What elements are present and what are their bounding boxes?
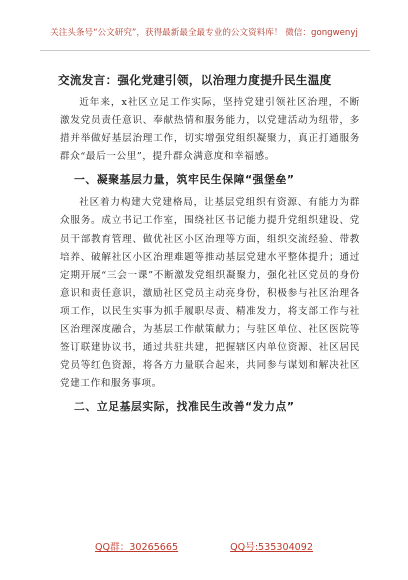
intro-paragraph: 近年来，x社区立足工作实际，坚持党建引领社区治理，不断激发党员责任意识、奉献热情和服务能力，以党建活动为纽带，多措并举做好基层治理工作，切实增强党组织凝聚力，真正打通服务群众“最后一公里”，提升群众满意度和幸福感。 bbox=[60, 97, 360, 163]
footer-qq-number[interactable]: QQ号:535304092 bbox=[230, 542, 313, 553]
document-body bbox=[60, 94, 360, 421]
header-notice: 关注头条号“公文研究”，获得最新最全最专业的公文资料库！ 微信：gongwenyj bbox=[50, 28, 358, 38]
section-1-paragraph: 社区着力构建大党建格局，让基层党组织有资源、有能力为群众服务。成立书记工作室，围绕社区书记能力提升党组织建设、党员干部教育管理、做优社区小区治理等方面，组织交流经验、带教培养、破解社区小区治理难题等推动基层党建水平整体提升；通过定期开展“三会一课”不断激发党组织凝聚力，强化社区党员的身份意识和责任意识，激励社区党员主动亮身份，积极参与社区治理各项工作，以民生实事为抓手履职尽责、精准发力，将支部工作与社区治理深度融合，为基层工作献策献力；与驻区单位、社区医院等签订联建协议书，通过共驻共建，把握辖区内单位资源、社区居民党员等红色资源，将各方力量联合起来，共同参与谋划和解决社区党建工作和服务事项。 bbox=[60, 197, 360, 390]
header-divider bbox=[40, 50, 370, 51]
footer-contacts bbox=[0, 539, 408, 553]
section-2-heading: 二、立足基层实际，找准民生改善“发力点” bbox=[74, 400, 295, 414]
section-1-heading: 一、凝聚基层力量，筑牢民生保障“强堡垒” bbox=[74, 173, 295, 187]
document-title: 交流发言：强化党建引领，以治理力度提升民生温度 bbox=[58, 73, 332, 87]
footer-qq-group[interactable]: QQ群：30265665 bbox=[95, 542, 179, 553]
